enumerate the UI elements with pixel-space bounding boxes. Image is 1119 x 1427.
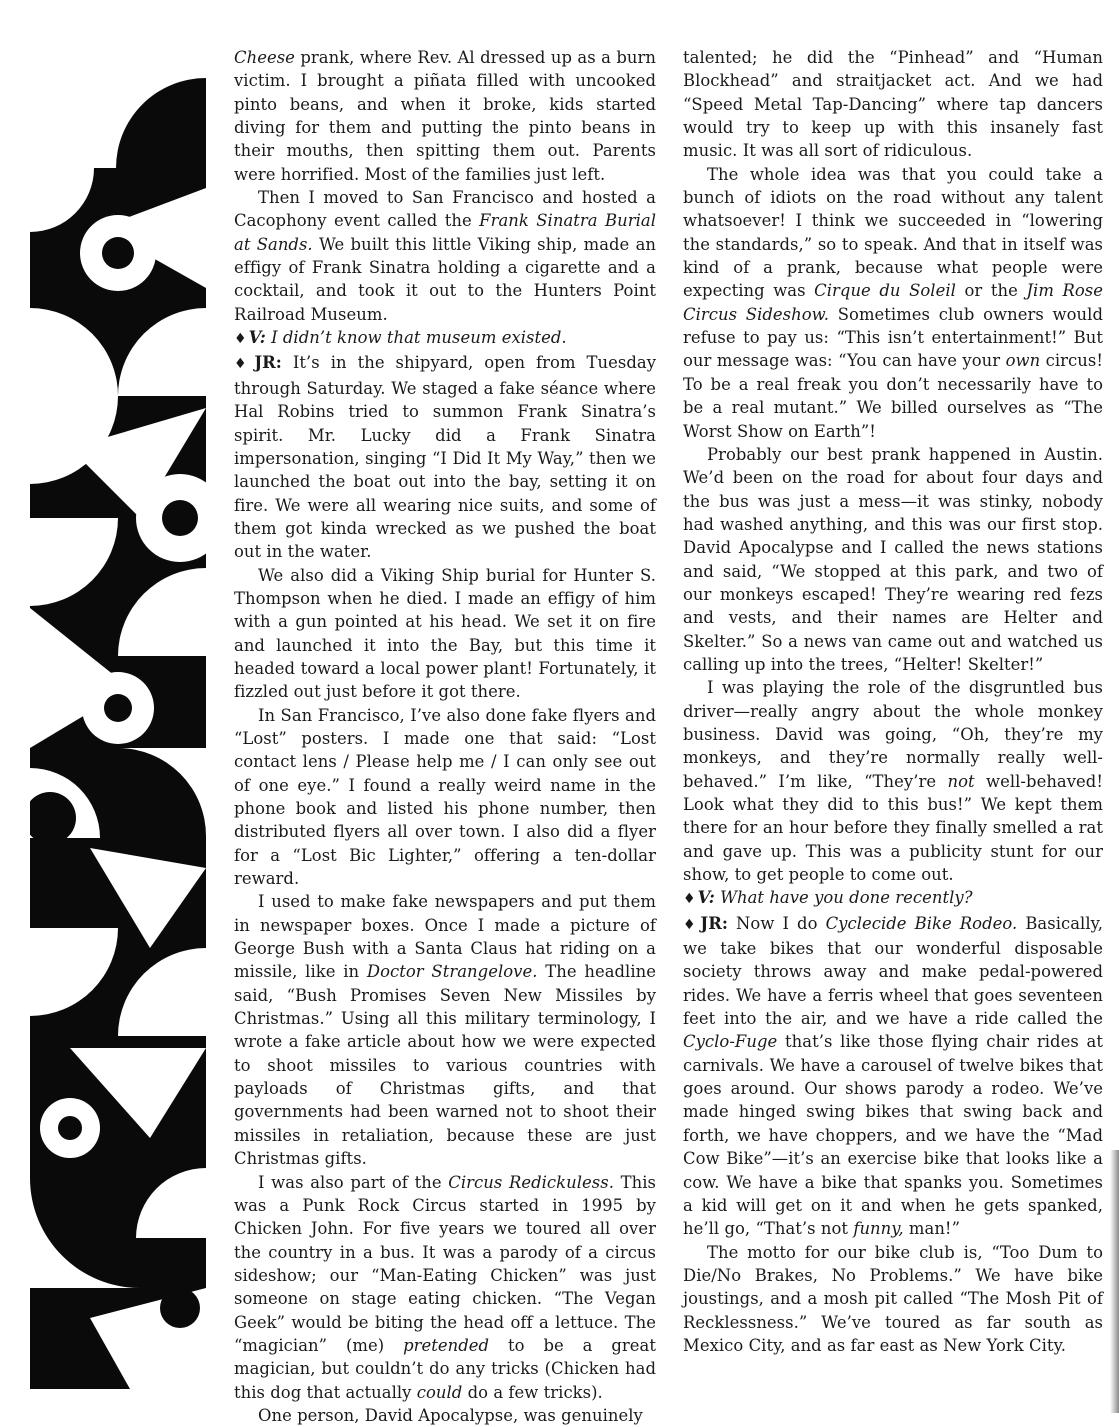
body-paragraph — [683, 676, 1103, 886]
paragraph-text — [234, 566, 656, 702]
body-paragraph — [234, 1404, 656, 1427]
text-run: I was playing the role of the disgruntled bus driver—really angry about the whole monkey business. David was going, “Oh, they’re my monkeys, and they’re normally really well-behaved.” I’m like, “They’re — [683, 678, 1103, 791]
text-run: well-behaved! Look what they did to this bus!” We kept them there for an hour before they finally smelled a rat and gave up. This was a publicity stunt for our show, to get people to come out. — [683, 771, 1103, 885]
interview-answer — [683, 912, 1103, 1241]
paragraph-text — [683, 678, 1103, 884]
paragraph-text — [683, 914, 1103, 1238]
text-run: Then I moved to San Francisco and hosted a Cacophony event called the — [234, 188, 656, 231]
italic-title-text: Jim Rose Circus Sideshow. — [683, 281, 1103, 324]
paragraph-text — [234, 353, 656, 561]
body-paragraph — [683, 163, 1103, 443]
paragraph-text — [683, 1243, 1103, 1355]
interview-question — [683, 886, 1103, 911]
text-run: prank, where Rev. Al dressed up as a burn victim. I brought a piñata filled with uncooked pinto beans, and when it broke, kids started diving for them and putting the pinto beans in their mouths, then spitting them out. Parents were horrified. Most of the families just left. — [234, 48, 656, 184]
paragraph-text — [234, 48, 656, 184]
text-run: We also did a Viking Ship burial for Hunter S. Thompson when he died. I made an effigy of him with a gun pointed at his head. We set it on fire and launched it into the Bay, but this time it headed toward a local power plant! Fortunately, it fizzled out just before it got there. — [234, 565, 656, 702]
italic-title-text: Cyclo-Fuge — [683, 1032, 778, 1052]
italic-title-text: own — [1005, 351, 1041, 371]
text-run: that’s like those flying chair rides at carnivals. We have a carousel of twelve bikes that goes around. Our shows parody a rodeo. We’ve made hinged swing bikes that swing back and forth, we have choppers, and we have the “Mad Cow Bike”—it’s an exercise bike that looks like a cow. We have a bike that spanks you. Sometimes a kid will get on it and when he gets spanked, he’ll go, “That’s not — [683, 1032, 1103, 1239]
text-run: do a few tricks). — [462, 1382, 603, 1402]
body-paragraph — [683, 1241, 1103, 1358]
interview-answer — [234, 351, 656, 563]
body-paragraph — [683, 443, 1103, 676]
body-paragraph — [234, 564, 656, 704]
body-paragraph — [234, 704, 656, 891]
italic-title-text: Frank Sinatra Burial at Sands. — [234, 211, 657, 254]
italic-title-text: Cirque du Soleil — [814, 281, 956, 301]
text-run: I used to make fake newspapers and put them in newspaper boxes. Once I made a picture of George Bush with a Santa Claus hat riding on a missile, like in — [234, 892, 656, 982]
italic-title-text: could — [416, 1382, 463, 1402]
paragraph-text — [234, 892, 656, 1168]
text-run: to be a great magician, but couldn’t do any tricks (Chicken had this dog that actually — [234, 1335, 656, 1402]
diamond-bullet-icon: ♦ — [683, 916, 699, 933]
italic-title-text: Circus Redickuless. — [448, 1172, 614, 1192]
speaker-label: V: — [697, 888, 715, 908]
text-run: It’s in the shipyard, open from Tuesday through Saturday. We staged a fake séance where Hal Robins tried to summon Frank Sinatra’s spirit. Mr. Lucky did a Frank Sinatra impersonation, singing “I Did It My Way,” then we launched the boat out into the bay, setting it on fire. We were all wearing nice suits, and some of them got kinda wrecked as we pushed the boat out in the water. — [234, 353, 656, 562]
italic-title-text: not — [947, 771, 975, 791]
interview-question — [234, 326, 656, 351]
body-paragraph — [234, 46, 656, 186]
text-run: circus! To be a real freak you don’t necessarily have to be a real mutant.” We billed ourselves as “The Worst Show on Earth”! — [683, 351, 1103, 441]
text-run: or the — [955, 281, 1027, 301]
text-run: In San Francisco, I’ve also done fake flyers and “Lost” posters. I made one that said: “Lost contact lens / Please help me / I can only see out of one eye.” I found a really weird name in the phone book and listed his phone number, then distributed flyers all over town. I also did a flyer for a “Lost Bic Lighter,” offering a ten-dollar reward. — [234, 705, 656, 889]
text-run: Sometimes club owners would refuse to pay us: “This isn’t entertainment!” But our message was: “You can have your — [683, 304, 1103, 371]
text-column-left — [234, 46, 656, 1427]
paragraph-text — [683, 48, 1103, 160]
text-run: I didn’t know that museum existed. — [271, 328, 567, 348]
text-run: talented; he did the “Pinhead” and “Human Blockhead” and straitjacket act. And we had “Speed Metal Tap-Dancing” where tap dancers would try to keep up with this insanely fast music. It was all sort of ridiculous. — [683, 48, 1103, 161]
paragraph-text — [258, 1406, 643, 1425]
speaker-label: JR: — [700, 913, 728, 933]
paragraph-text — [271, 328, 567, 347]
italic-title-text: funny, — [853, 1219, 904, 1239]
italic-title-text: Cheese — [234, 48, 295, 67]
italic-title-text: pretended — [403, 1335, 490, 1355]
text-run: The motto for our bike club is, “Too Dum to Die/No Brakes, No Problems.” We have bike joustings, and a mosh pit called “The Mosh Pit of Recklessness.” We’ve toured as far south as Mexico City, and as far east as New York City. — [683, 1242, 1103, 1355]
text-run: One person, David Apocalypse, was genuinely — [258, 1405, 643, 1425]
body-paragraph — [234, 890, 656, 1170]
italic-title-text: Cyclecide Bike Rodeo. — [825, 913, 1018, 933]
text-run: Probably our best prank happened in Austin. We’d been on the road for about four days and the bus was just a mess—it was stinky, nobody had washed anything, and this was our first stop. David Apocalypse and I called the news stations and said, “We stopped at this park, and two of our monkeys escaped! They’re wearing red fezs and vests, and their names are Helter and Skelter.” So a news van came out and watched us calling up into the trees, “Helter! Skelter!” — [683, 444, 1103, 674]
text-run: What have you done recently? — [720, 888, 973, 908]
text-run: The whole idea was that you could take a bunch of idiots on the road without any talent whatsoever! I think we succeeded in “lowering the standards,” so to speak. And that in itself was kind of a prank, because what people were expecting was — [683, 164, 1103, 301]
body-paragraph — [234, 186, 656, 326]
text-run: Now I do — [736, 913, 826, 933]
italic-title-text: Doctor Strangelove. — [366, 962, 538, 982]
body-paragraph — [683, 46, 1103, 163]
text-column-right — [683, 46, 1103, 1357]
body-paragraph — [234, 1171, 656, 1404]
paragraph-text — [234, 1173, 656, 1402]
text-run: I was also part of the — [258, 1172, 449, 1192]
paragraph-text — [683, 165, 1103, 441]
text-run: The headline said, “Bush Promises Seven New Missiles by Christmas.” Using all this military terminology, I wrote a fake article about how we were expected to shoot missiles to various countries with payloads of Christmas gifts, and that governments had been warned not to shoot their missiles in retaliation, because these are just Christmas gifts. — [234, 962, 656, 1169]
speaker-label: V: — [248, 328, 266, 348]
diamond-bullet-icon: ♦ — [234, 356, 253, 373]
paragraph-text — [720, 888, 972, 907]
text-run: This was a Punk Rock Circus started in 1995 by Chicken John. For five years we toured all over the country in a bus. It was a parody of a circus sideshow; our “Man-Eating Chicken” was just someone on stage eating chicken. “The Vegan Geek” would be biting the head off a lettuce. The “magician” (me) — [234, 1172, 656, 1355]
decorative-geometric-border — [30, 48, 206, 1389]
diamond-bullet-icon: ♦ — [683, 891, 696, 908]
paragraph-text — [234, 706, 656, 888]
page-edge-shadow — [1110, 1150, 1119, 1413]
text-run: man!” — [903, 1219, 961, 1239]
text-run: We built this little Viking ship, made an effigy of Frank Sinatra holding a cigarette and a cocktail, and took it out to the Hunters Point Railroad Museum. — [234, 234, 656, 324]
paragraph-text — [234, 188, 656, 324]
paragraph-text — [683, 445, 1103, 674]
text-run: Basically, we take bikes that our wonderful disposable society throws away and make pedal-powered rides. We have a ferris wheel that goes seventeen feet into the air, and we have a ride called the — [683, 913, 1104, 1029]
diamond-bullet-icon: ♦ — [234, 331, 247, 348]
speaker-label: JR: — [254, 353, 282, 373]
